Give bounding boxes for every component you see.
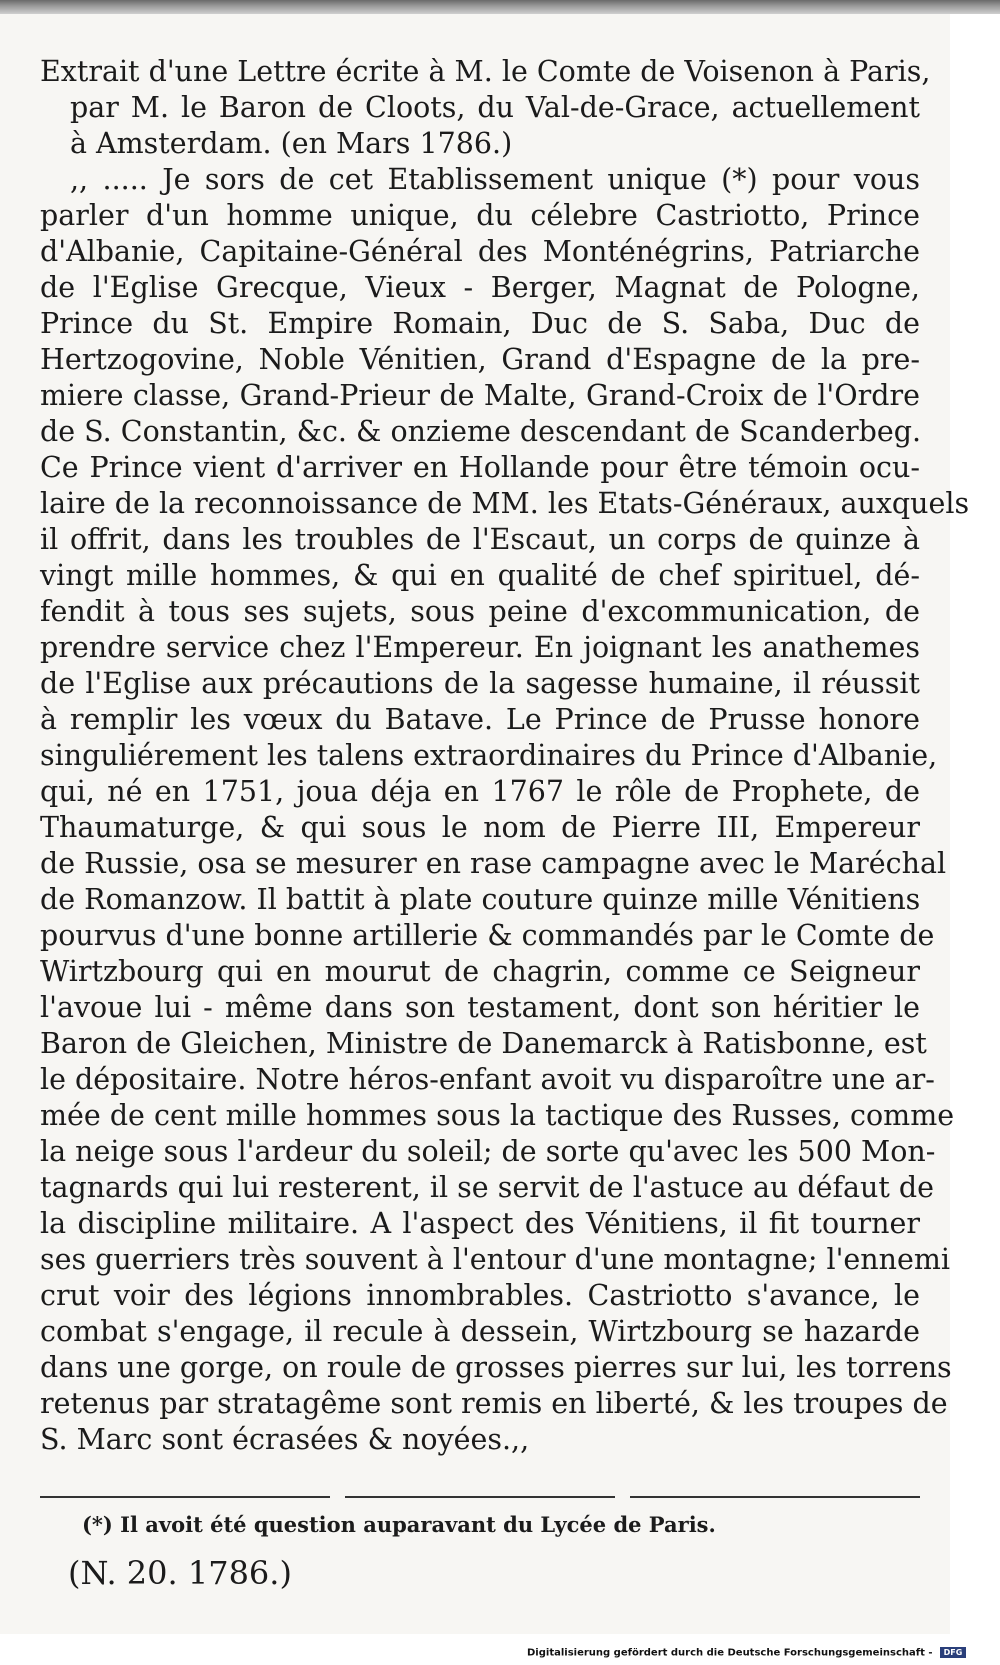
body-line: dans une gorge, on roule de grosses pierres sur lui, les torrens	[40, 1351, 952, 1384]
article-text	[40, 54, 970, 1458]
body-line: Ce Prince vient d'arriver en Hollande pour être témoin ocu-	[40, 451, 920, 484]
printed-page	[0, 14, 970, 1634]
body-line: Wirtzbourg qui en mourut de chagrin, comme ce Seigneur	[40, 955, 920, 988]
body-line: pourvus d'une bonne artillerie & commandés par le Comte de	[40, 919, 935, 952]
digitization-credit	[527, 1647, 966, 1659]
body-line: de l'Eglise Grecque, Vieux - Berger, Magnat de Pologne,	[40, 271, 920, 304]
body-line: laire de la reconnoissance de MM. les Etats-Généraux, auxquels	[40, 487, 970, 520]
heading-line-1: Extrait d'une Lettre écrite à M. le Comte de Voisenon à Paris,	[40, 55, 931, 88]
body-line: crut voir des légions innombrables. Castriotto s'avance, le	[40, 1279, 920, 1312]
body-line: ,, ..... Je sors de cet Etablissement unique (*) pour vous	[70, 163, 920, 196]
body-line: tagnards qui lui resterent, il se servit de l'astuce au défaut de	[40, 1171, 935, 1204]
body-line: de l'Eglise aux précautions de la sagesse humaine, il réussit	[40, 667, 920, 700]
body-line: qui, né en 1751, joua déja en 1767 le rôle de Prophete, de	[40, 775, 920, 808]
body-line: d'Albanie, Capitaine-Général des Monténégrins, Patriarche	[40, 235, 920, 268]
body-line: miere classe, Grand-Prieur de Malte, Grand-Croix de l'Ordre	[40, 379, 920, 412]
credit-text: Digitalisierung gefördert durch die Deutsche Forschungsgemeinschaft -	[527, 1647, 933, 1659]
body-line: de S. Constantin, &c. & onzieme descendant de Scanderbeg.	[40, 415, 922, 448]
body-line: ses guerriers très souvent à l'entour d'une montagne; l'ennemi	[40, 1243, 951, 1276]
body-line: Hertzogovine, Noble Vénitien, Grand d'Espagne de la pre-	[40, 343, 920, 376]
body-line: Prince du St. Empire Romain, Duc de S. Saba, Duc de	[40, 307, 920, 340]
body-line: singuliérement les talens extraordinaires du Prince d'Albanie,	[40, 739, 938, 772]
body-line: combat s'engage, il recule à dessein, Wirtzbourg se hazarde	[40, 1315, 920, 1348]
body-line-last: S. Marc sont écrasées & noyées.,,	[40, 1423, 530, 1456]
heading-line-3: à Amsterdam. (en Mars 1786.)	[70, 127, 513, 160]
body-line: retenus par stratagême sont remis en liberté, & les troupes de	[40, 1387, 948, 1420]
body-line: fendit à tous ses sujets, sous peine d'excommunication, de	[40, 595, 920, 628]
body-line: la neige sous l'ardeur du soleil; de sorte qu'avec les 500 Mon-	[40, 1135, 936, 1168]
scan-top-edge	[0, 0, 1000, 14]
body-line: à remplir les vœux du Batave. Le Prince de Prusse honore	[40, 703, 920, 736]
issue-number: (N. 20. 1786.)	[68, 1554, 292, 1592]
body-line: l'avoue lui - même dans son testament, dont son héritier le	[40, 991, 920, 1024]
body-line: le dépositaire. Notre héros-enfant avoit vu disparoître une ar-	[40, 1063, 935, 1096]
body-line: Baron de Gleichen, Ministre de Danemarck à Ratisbonne, est	[40, 1027, 927, 1060]
footnote-rule-left	[40, 1496, 330, 1498]
body-line: la discipline militaire. A l'aspect des Vénitiens, il fit tourner	[40, 1207, 920, 1240]
footnote: (*) Il avoit été question auparavant du Lycée de Paris.	[82, 1512, 716, 1537]
body-line: il offrit, dans les troubles de l'Escaut, un corps de quinze à	[40, 523, 920, 556]
body-line: mée de cent mille hommes sous la tactique des Russes, comme	[40, 1099, 955, 1132]
body-line: de Romanzow. Il battit à plate couture quinze mille Vénitiens	[40, 883, 921, 916]
heading-line-2: par M. le Baron de Cloots, du Val-de-Grace, actuellement	[70, 91, 920, 124]
body-line: prendre service chez l'Empereur. En joignant les anathemes	[40, 631, 920, 664]
footnote-rule-right	[630, 1496, 920, 1498]
body-line: vingt mille hommes, & qui en qualité de chef spirituel, dé-	[40, 559, 920, 592]
footnote-rule-middle	[345, 1496, 615, 1498]
body-line: Thaumaturge, & qui sous le nom de Pierre III, Empereur	[40, 811, 920, 844]
body-line: parler d'un homme unique, du célebre Castriotto, Prince	[40, 199, 920, 232]
body-line: de Russie, osa se mesurer en rase campagne avec le Maréchal	[40, 847, 947, 880]
dfg-logo: DFG	[940, 1647, 966, 1658]
